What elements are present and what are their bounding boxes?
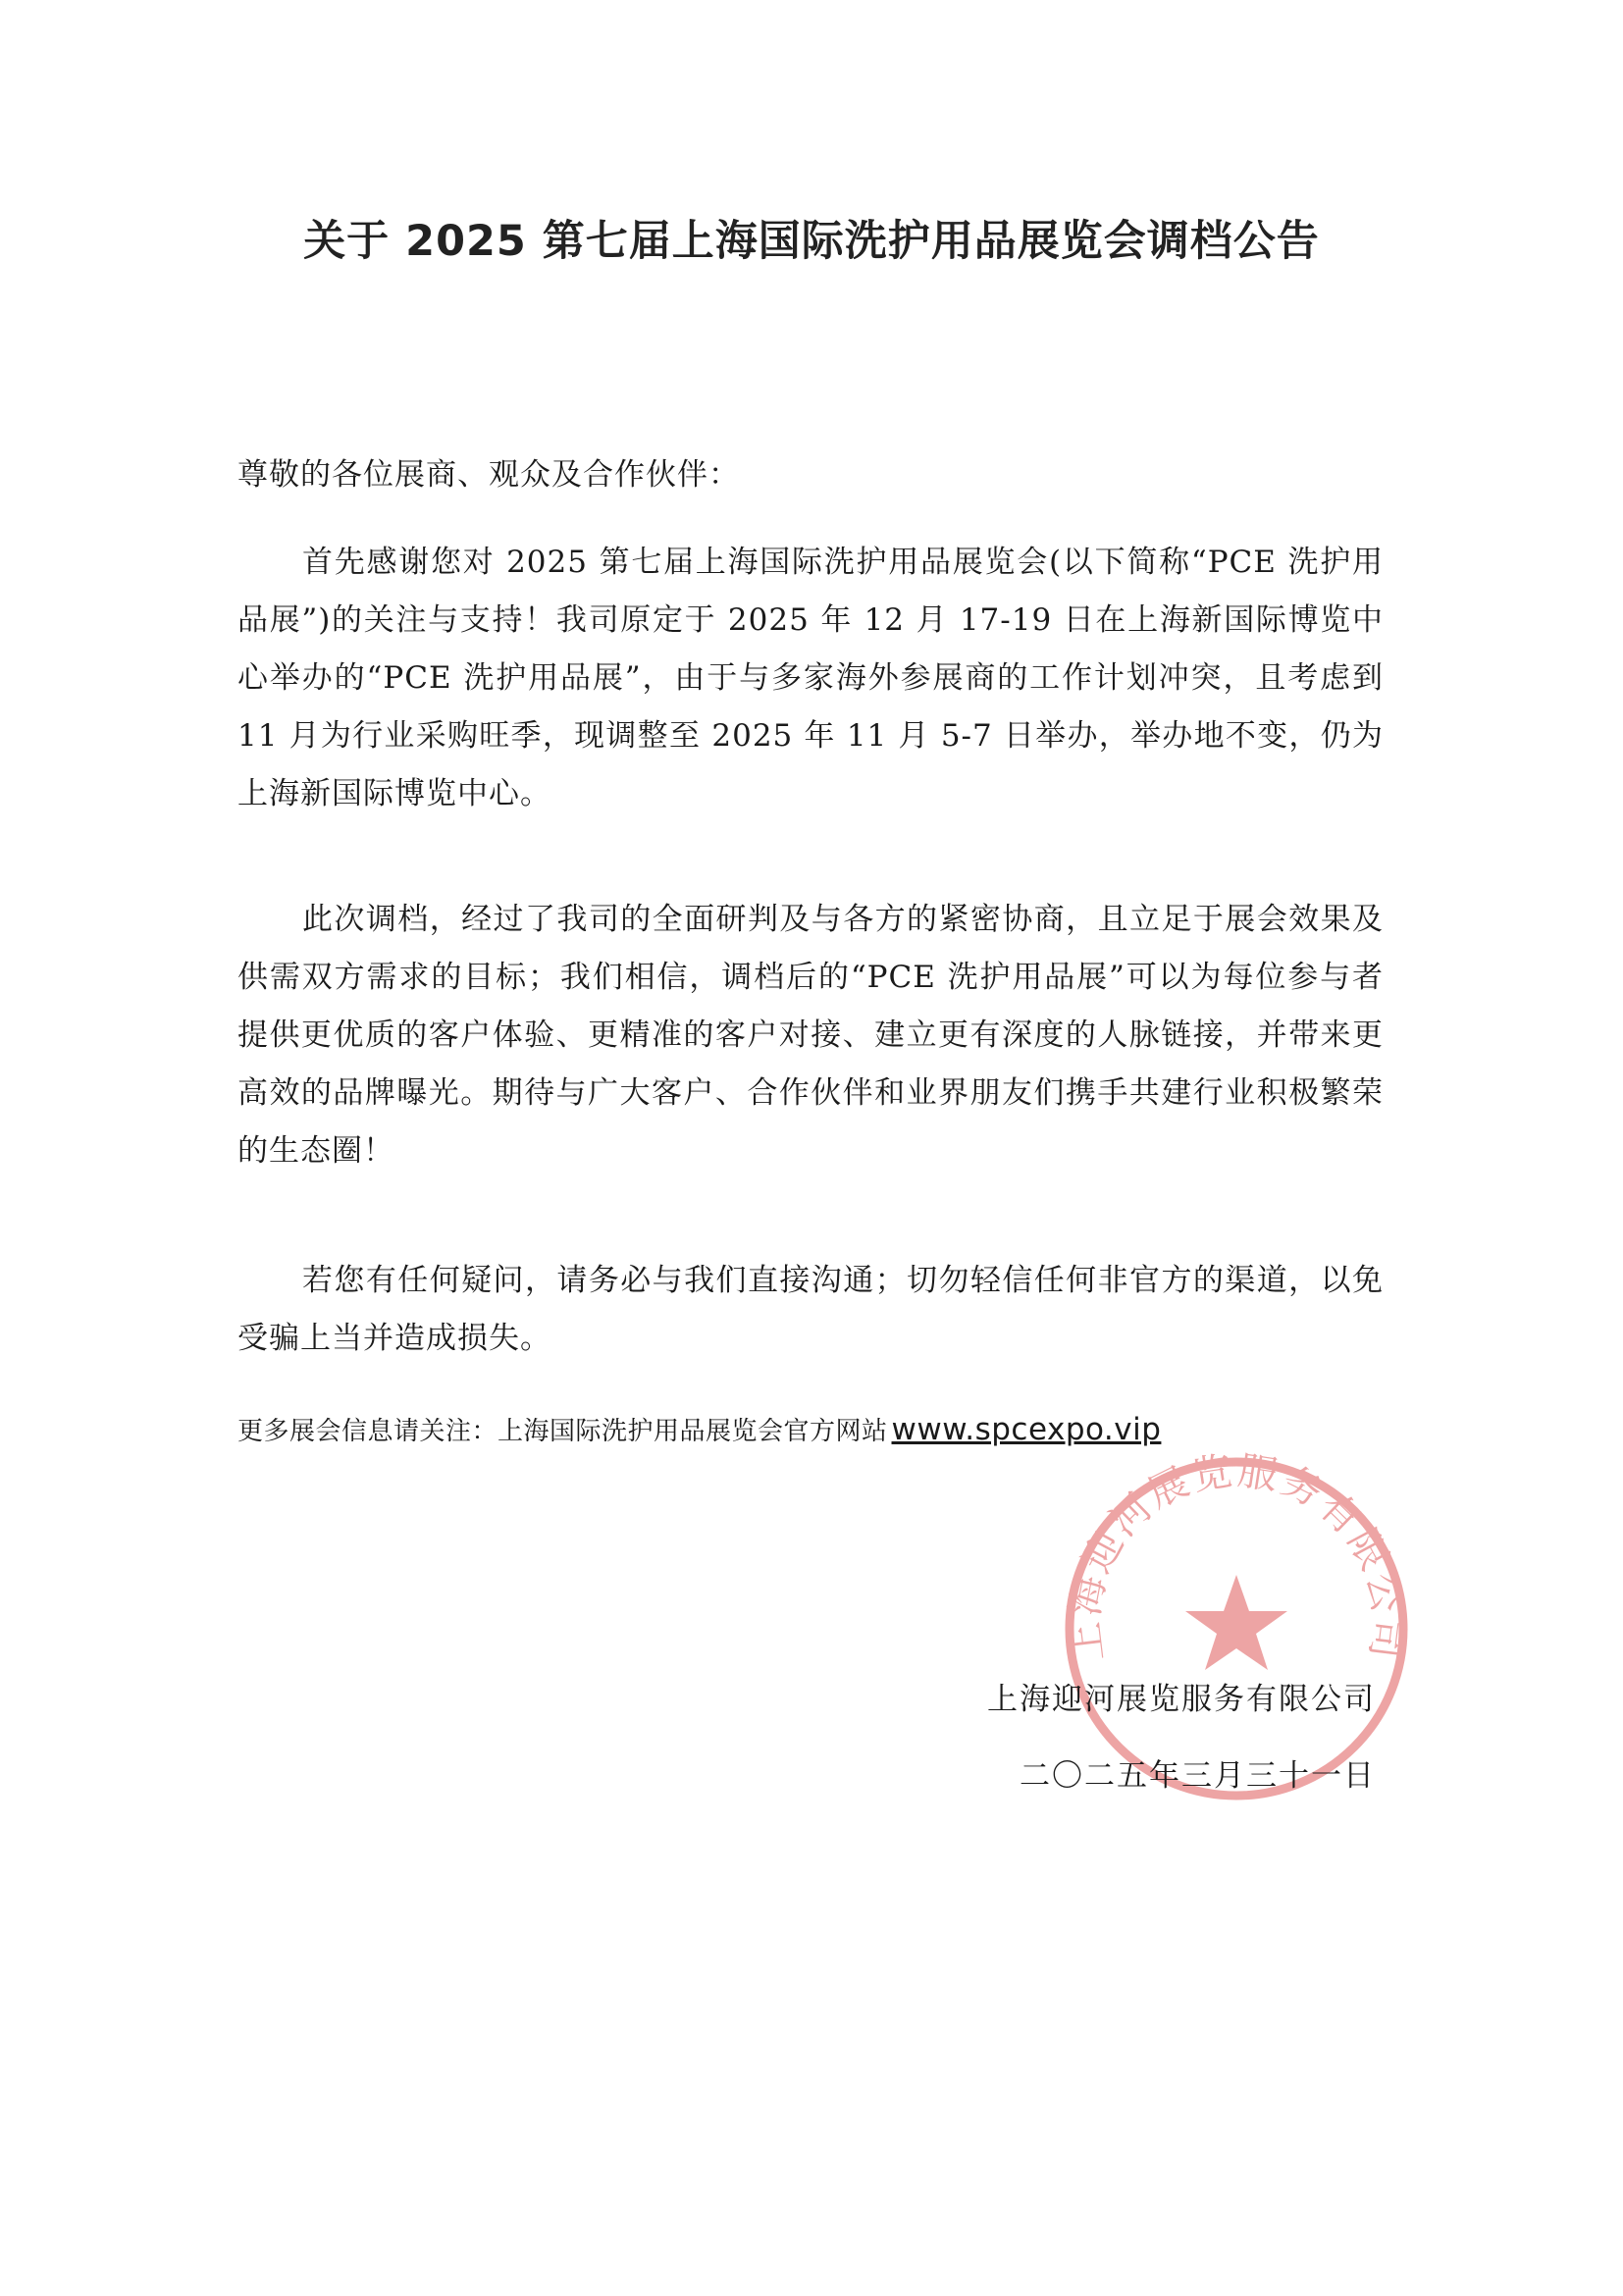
paragraph-2: 此次调档，经过了我司的全面研判及与各方的紧密协商，且立足于展会效果及供需双方需求的目标；我们相信，调档后的“PCE 洗护用品展”可以为每位参与者提供更优质的客户体验、更精准的客户对接、建立更有深度的人脉链接，并带来更高效的品牌曝光。期待与广大客户、合作伙伴和业界朋友们携手共建行业积极繁荣的生态圈！ <box>237 902 1384 1169</box>
paragraph-3: 若您有任何疑问，请务必与我们直接沟通；切勿轻信任何非官方的渠道，以免受骗上当并造成损失。 <box>237 1263 1384 1356</box>
seal-text: 上海迎河展览服务有限公司 <box>1062 1448 1411 1664</box>
paragraph-1: 首先感谢您对 2025 第七届上海国际洗护用品展览会(以下简称“PCE 洗护用品展”)的关注与支持！我司原定于 2025 年 12 月 17-19 日在上海新国际博览中心举办的“PCE 洗护用品展”，由于与多家海外参展商的工作计划冲突，且考虑到 11 月为行业采购旺季，现调整至 2025 年 11 月 5-7 日举办，举办地不变，仍为上海新国际博览中心。 <box>237 545 1384 811</box>
page-title: 关于 2025 第七届上海国际洗护用品展览会调档公告 <box>303 217 1320 266</box>
salutation: 尊敬的各位展商、观众及合作伙伴： <box>237 457 740 493</box>
website-link[interactable]: www.spcexpo.vip <box>891 1412 1162 1447</box>
signature-company: 上海迎河展览服务有限公司 <box>987 1682 1376 1717</box>
seal-star-icon <box>1185 1575 1287 1670</box>
signature-date: 二〇二五年三月三十一日 <box>1020 1758 1376 1794</box>
more-info-line <box>237 1411 1161 1447</box>
more-info-label: 更多展会信息请关注：上海国际洗护用品展览会官方网站 <box>237 1417 888 1446</box>
